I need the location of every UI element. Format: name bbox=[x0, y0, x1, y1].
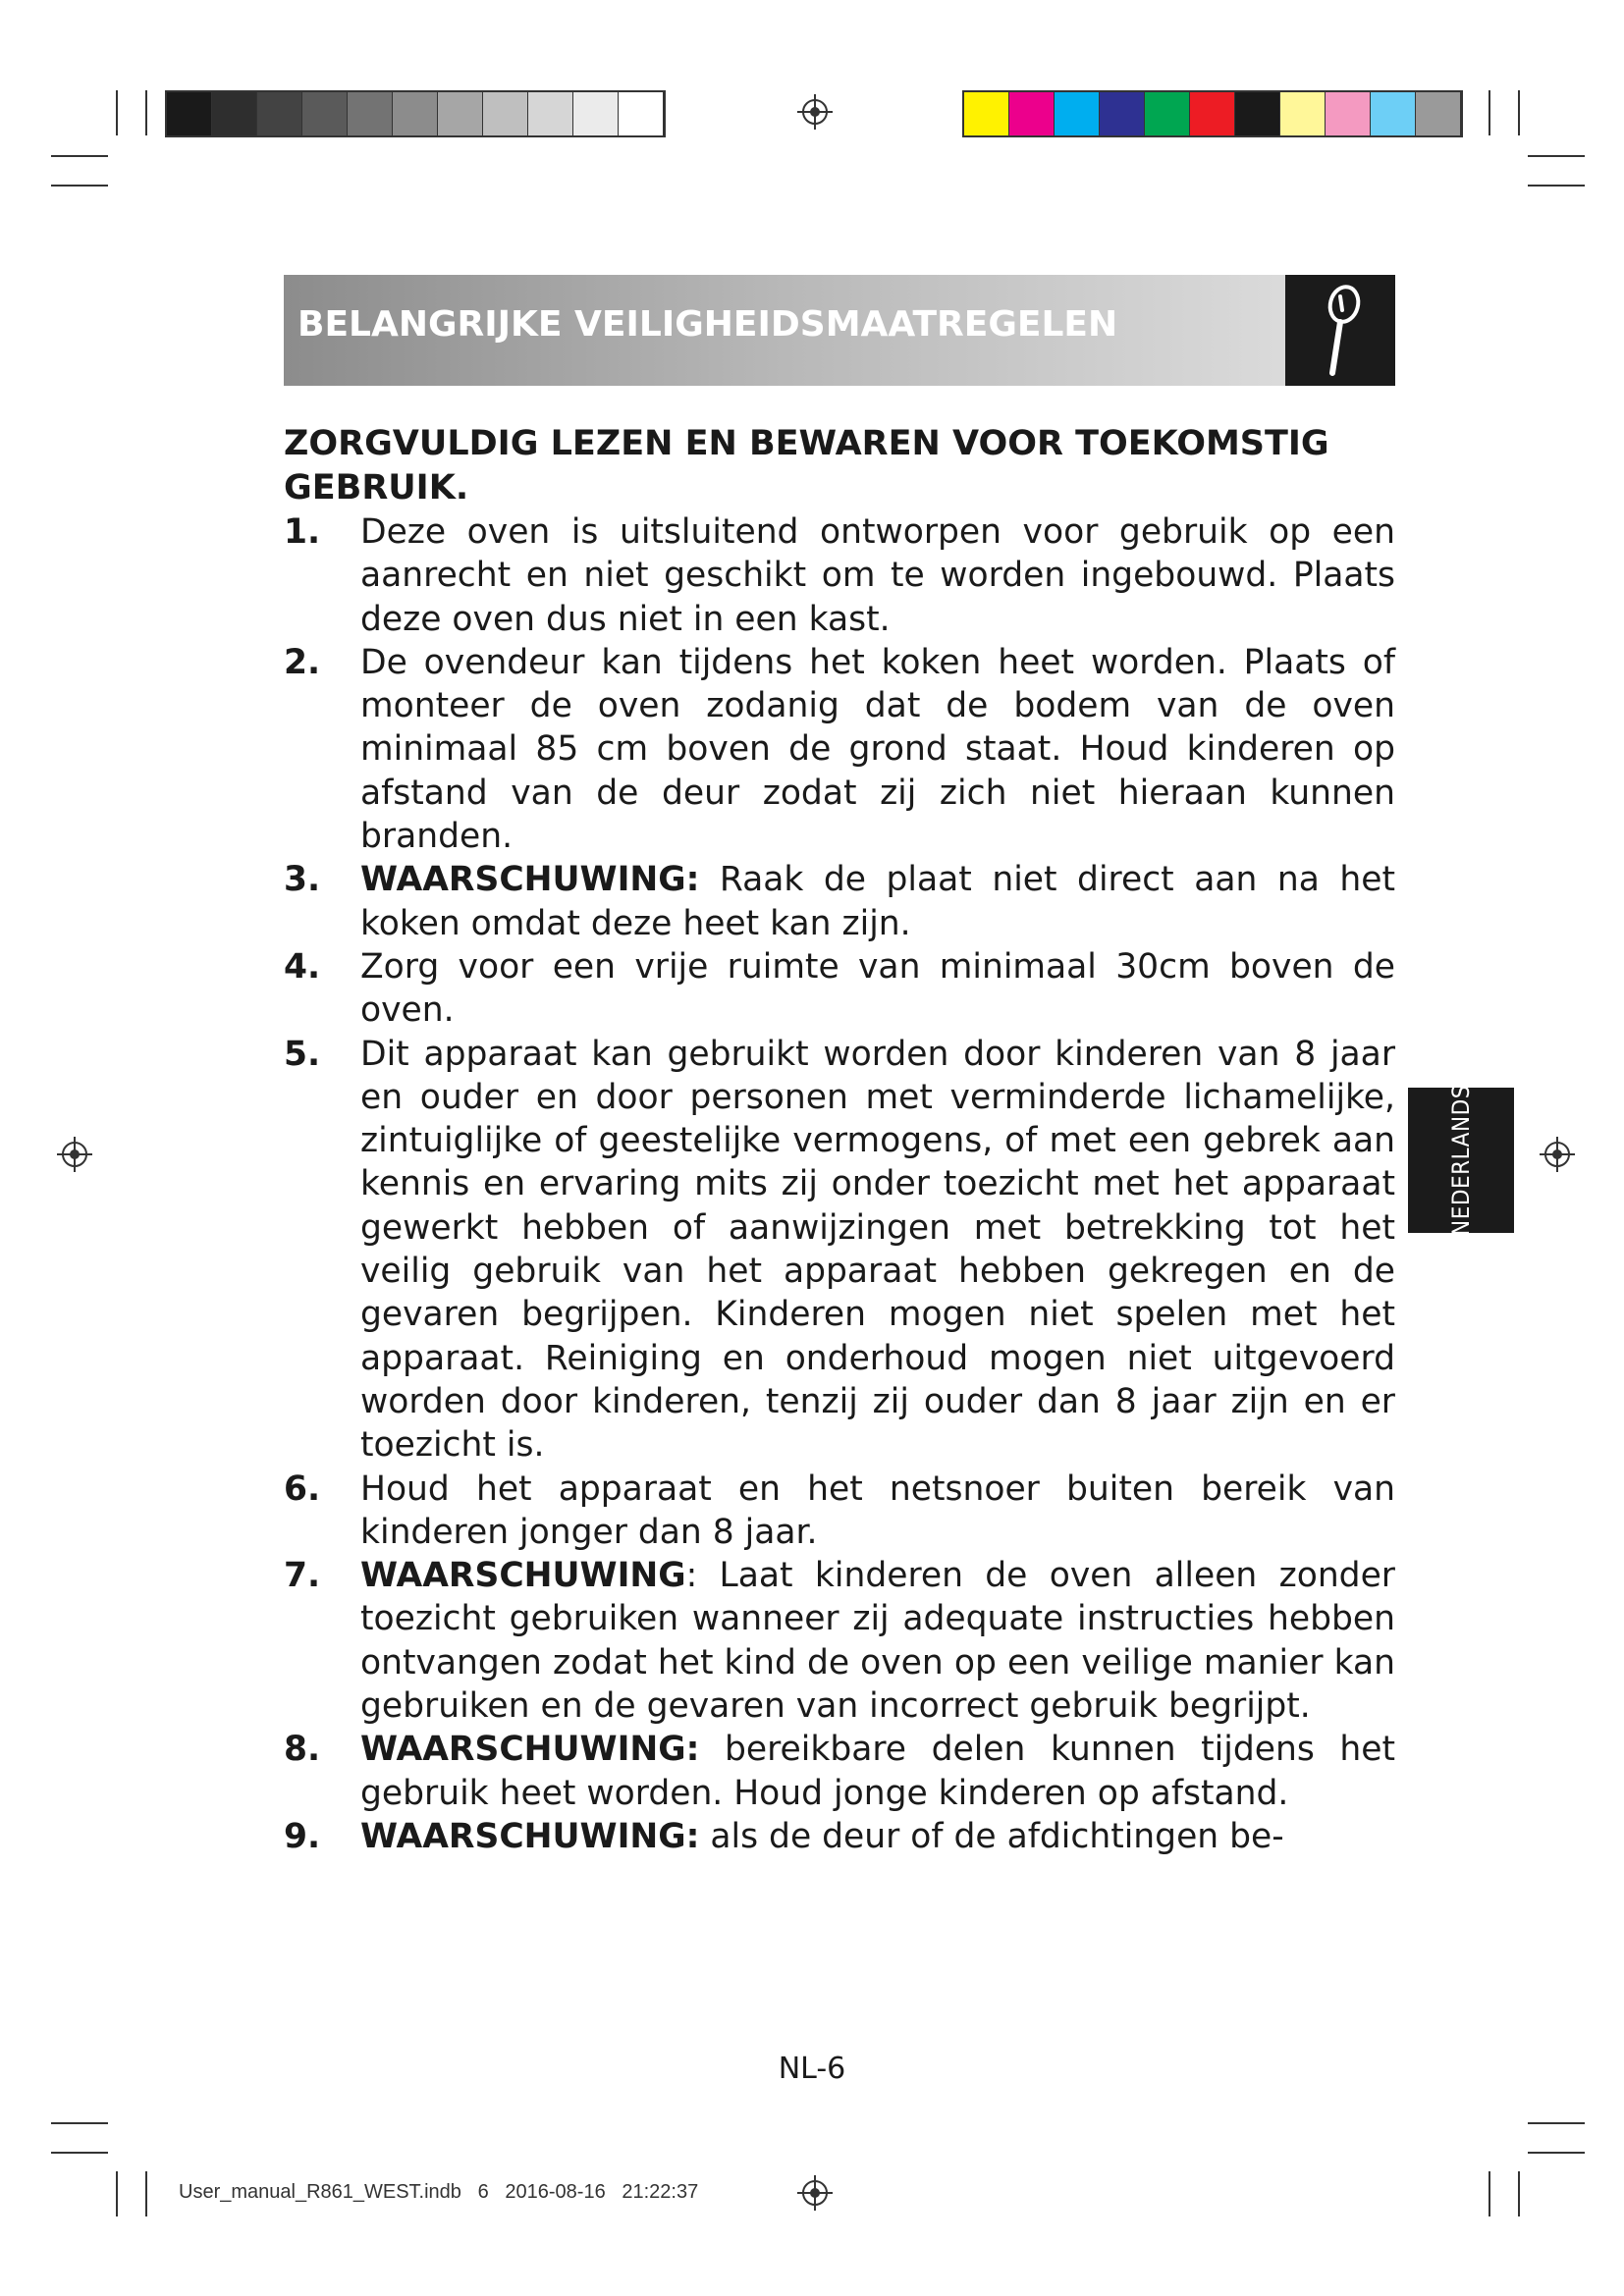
grayscale-calibration-bar bbox=[165, 90, 666, 137]
color-swatch bbox=[1055, 92, 1100, 135]
item-number: 3. bbox=[284, 860, 321, 900]
item-text: De ovendeur kan tijdens het koken heet worden. Plaats of monteer de oven zodanig dat de bodem van de oven minimaal 85 cm boven de grond staat. Houd kinderen op afstand van de deur zodat zij zich niet hieraan kunnen branden. bbox=[360, 642, 1395, 857]
item-number: 4. bbox=[284, 946, 321, 987]
print-slug: User_manual_R861_WEST.indb 6 2016-08-16 21:22:37 bbox=[179, 2181, 699, 2203]
item-text: Dit apparaat kan gebruikt worden door kinderen van 8 jaar en ouder en door personen met verminderde lichamelijke, zintuiglijke of geestelijke vermogens, of met een gebrek aan kennis en ervaring mits zij onder toezicht met het apparaat gewerkt hebben of aanwijzingen met betrekking tot het veilig gebruik van het apparaat hebben gekregen en de gevaren begrijpen. Kinderen mogen niet spelen met het apparaat. Reiniging en onderhoud mogen niet uitgevoerd worden door kinderen, tenzij zij ouder dan 8 jaar zijn en er toezicht is. bbox=[360, 1034, 1395, 1466]
language-tab bbox=[1408, 1085, 1514, 1236]
list-item bbox=[284, 945, 1395, 1033]
color-swatch bbox=[1235, 92, 1280, 135]
item-text: als de deur of de afdichtingen be- bbox=[699, 1816, 1284, 1856]
item-text: Deze oven is uitsluitend ontworpen voor gebruik op een aanrecht en niet geschikt om te worden ingebouwd. Plaats deze oven dus niet in een kast. bbox=[360, 512, 1395, 639]
header-icon-box bbox=[1285, 275, 1395, 386]
item-text: bereikbare delen kunnen tijdens het gebruik heet worden. Houd jonge kinderen op afstand. bbox=[360, 1730, 1395, 1813]
registration-mark-icon bbox=[57, 1137, 92, 1172]
warning-label: WAARSCHUWING bbox=[360, 1556, 686, 1596]
item-number: 7. bbox=[284, 1556, 321, 1596]
section-title: BELANGRIJKE VEILIGHEIDSMAATREGELEN bbox=[298, 304, 1118, 345]
list-item bbox=[284, 1815, 1395, 1858]
item-number: 5. bbox=[284, 1034, 321, 1074]
color-swatch bbox=[1100, 92, 1145, 135]
item-number: 6. bbox=[284, 1468, 321, 1509]
page-number: NL-6 bbox=[778, 2052, 846, 2086]
registration-mark-icon bbox=[797, 2175, 833, 2211]
gray-swatch bbox=[393, 92, 438, 135]
color-swatch bbox=[1145, 92, 1190, 135]
item-number: 1. bbox=[284, 512, 321, 552]
gray-swatch bbox=[438, 92, 483, 135]
warning-label: WAARSCHUWING: bbox=[360, 1730, 700, 1770]
list-item bbox=[284, 1468, 1395, 1555]
item-number: 2. bbox=[284, 642, 321, 682]
gray-swatch bbox=[302, 92, 348, 135]
item-number: 8. bbox=[284, 1730, 321, 1770]
item-number: 9. bbox=[284, 1816, 321, 1856]
gray-swatch bbox=[528, 92, 573, 135]
language-tab-label: NEDERLANDS bbox=[1447, 1085, 1475, 1236]
item-text: Raak de plaat niet direct aan na het koken omdat deze heet kan zijn. bbox=[360, 860, 1395, 943]
color-swatch bbox=[1416, 92, 1461, 135]
gray-swatch bbox=[212, 92, 257, 135]
gray-swatch bbox=[257, 92, 302, 135]
list-item bbox=[284, 858, 1395, 945]
section-header bbox=[284, 275, 1395, 386]
color-swatch bbox=[964, 92, 1009, 135]
item-text: : Laat kinderen de oven alleen zonder toezicht gebruiken wanneer zij adequate instructies hebben ontvangen zodat het kind de oven op een veilige manier kan gebruiken en de gevaren van incorrect gebruik begrijpt. bbox=[360, 1556, 1395, 1727]
color-swatch bbox=[1190, 92, 1235, 135]
color-swatch bbox=[1009, 92, 1055, 135]
warning-label: WAARSCHUWING: bbox=[360, 1816, 700, 1856]
warning-label: WAARSCHUWING: bbox=[360, 860, 700, 900]
gray-swatch bbox=[483, 92, 528, 135]
registration-mark-icon bbox=[797, 94, 833, 130]
gray-swatch bbox=[619, 92, 664, 135]
list-item bbox=[284, 1554, 1395, 1728]
subtitle: ZORGVULDIG LEZEN EN BEWAREN VOOR TOEKOMSTIG GEBRUIK. bbox=[284, 424, 1329, 507]
color-swatch bbox=[1326, 92, 1371, 135]
gray-swatch bbox=[348, 92, 393, 135]
gray-swatch bbox=[167, 92, 212, 135]
item-text: Zorg voor een vrije ruimte van minimaal 30cm boven de oven. bbox=[360, 946, 1395, 1031]
list-item bbox=[284, 641, 1395, 858]
list-item bbox=[284, 510, 1395, 641]
registration-mark-icon bbox=[1540, 1137, 1575, 1172]
gray-swatch bbox=[573, 92, 619, 135]
list-item bbox=[284, 1728, 1395, 1815]
color-swatch bbox=[1371, 92, 1416, 135]
color-swatch bbox=[1280, 92, 1326, 135]
attention-pin-icon bbox=[1285, 275, 1395, 386]
list-item bbox=[284, 1033, 1395, 1468]
instruction-list bbox=[284, 510, 1395, 1858]
safety-instructions bbox=[284, 422, 1395, 1858]
item-text: Houd het apparaat en het netsnoer buiten bereik van kinderen jonger dan 8 jaar. bbox=[360, 1468, 1395, 1552]
color-calibration-bar bbox=[962, 90, 1463, 137]
